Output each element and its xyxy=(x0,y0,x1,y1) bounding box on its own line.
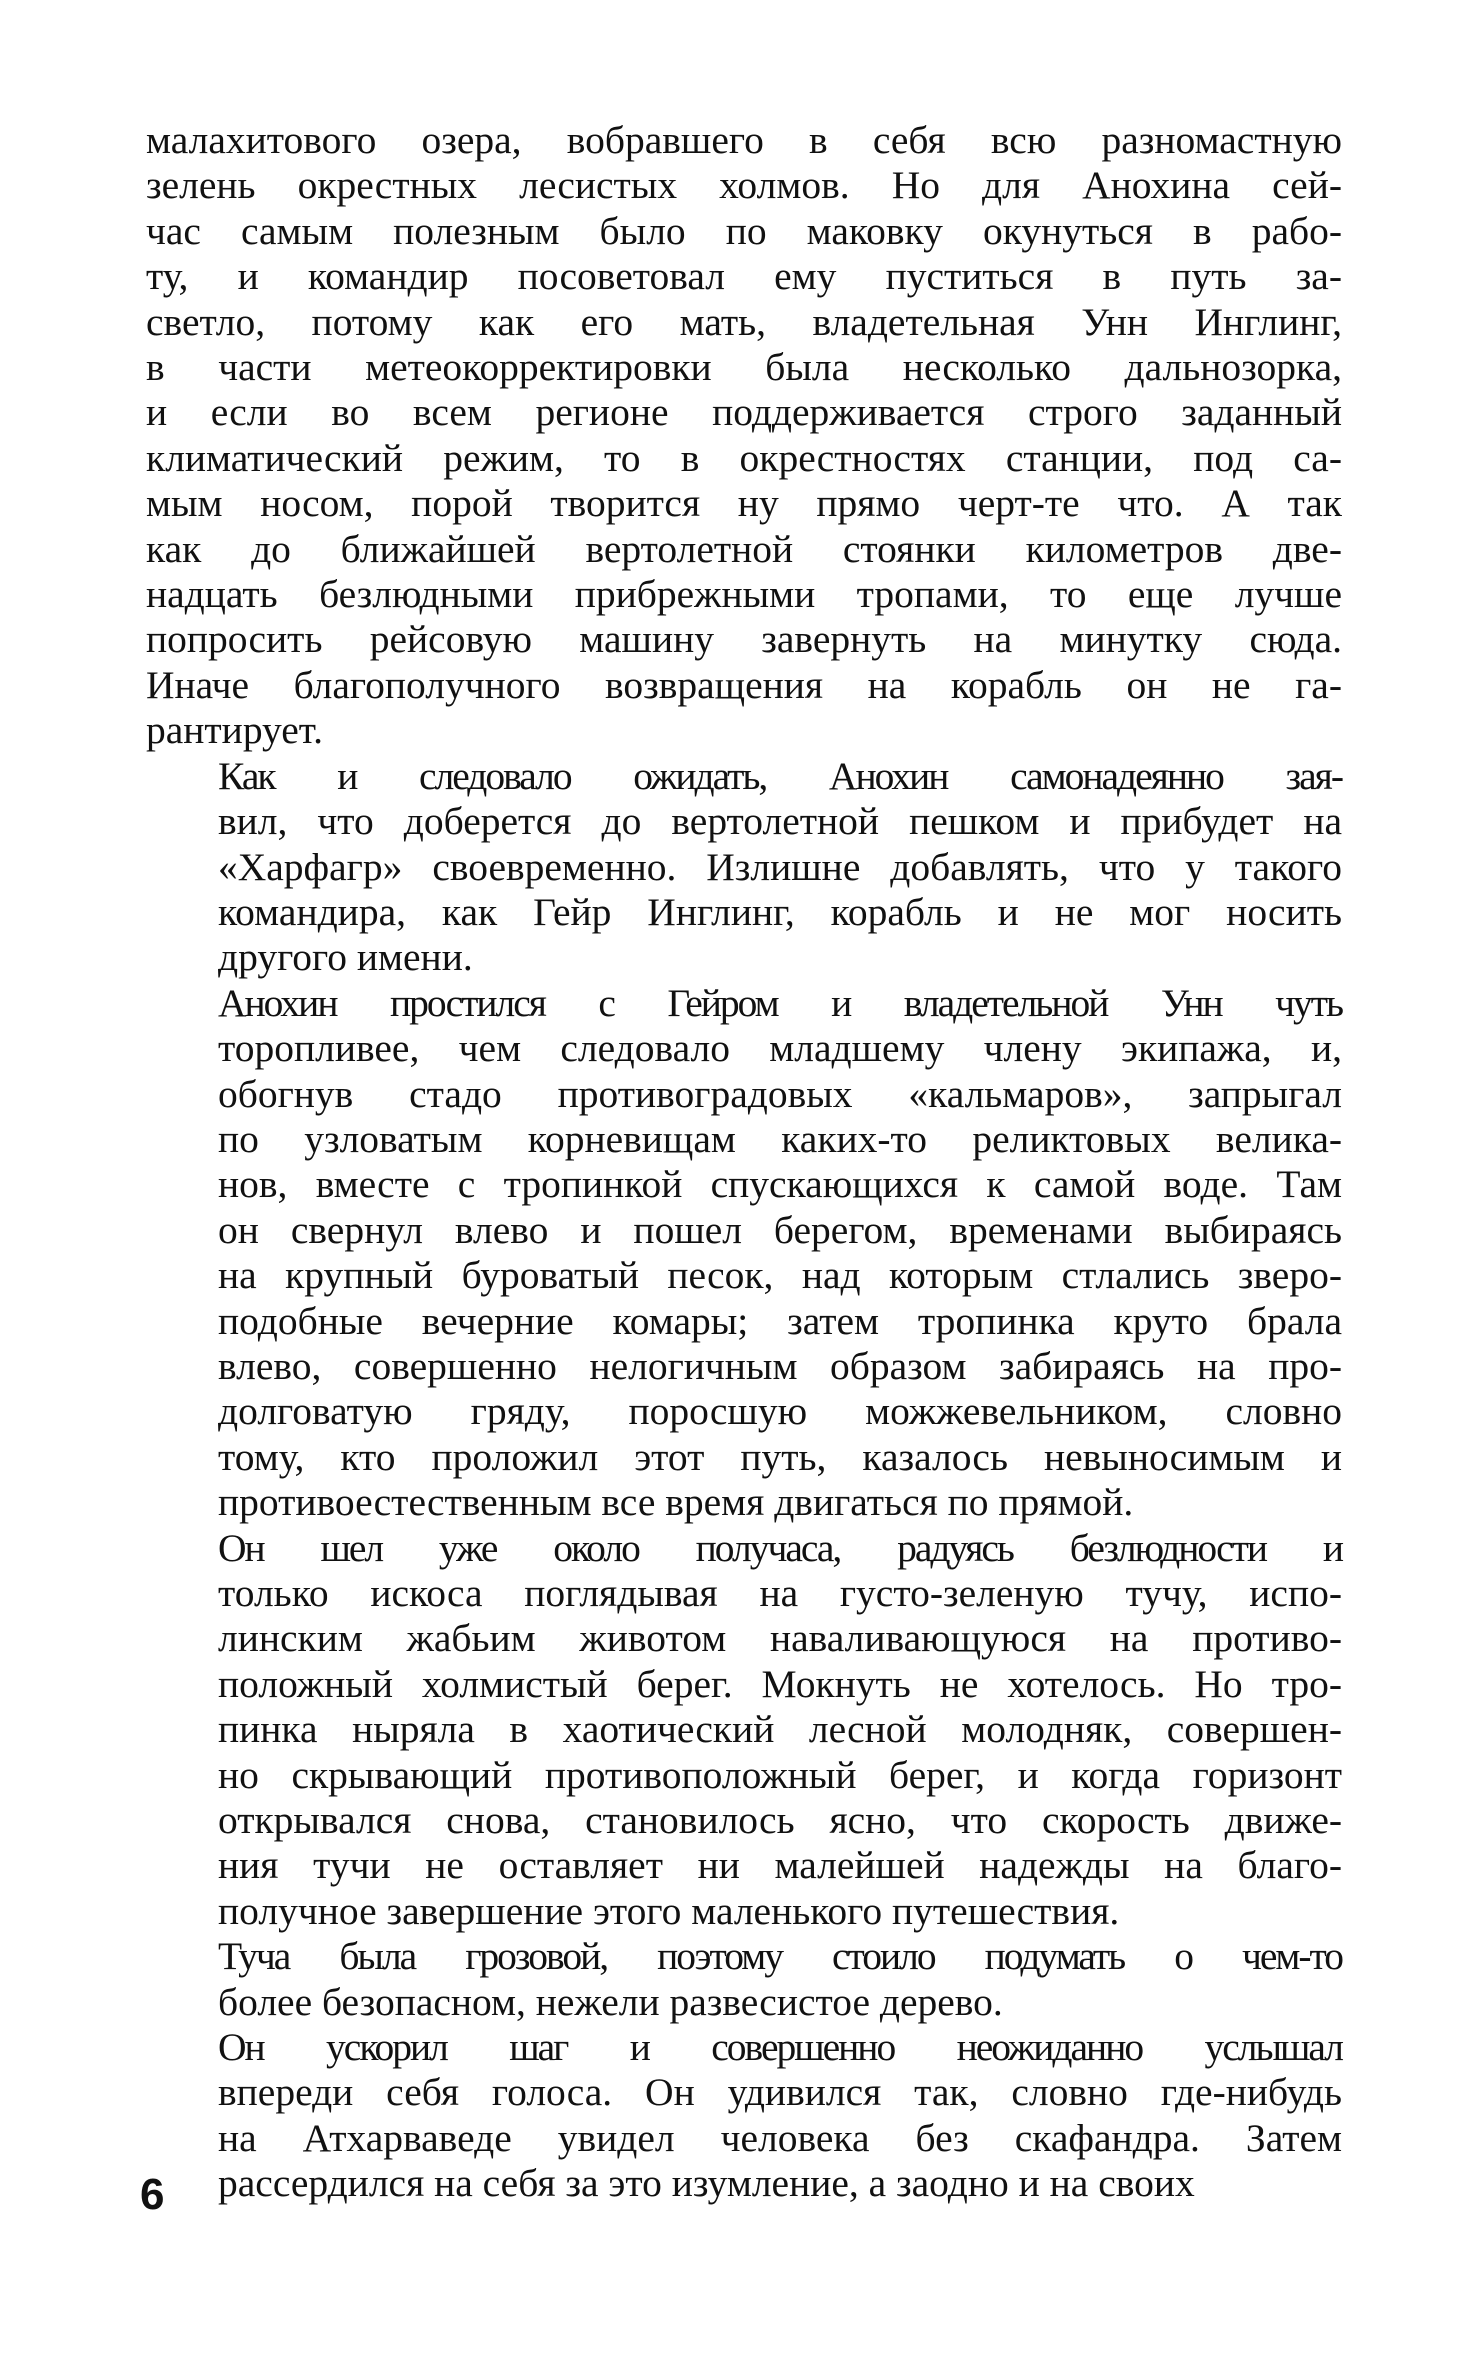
text-line: малахитового озера, вобравшего в себя всю разномастную xyxy=(146,118,1342,162)
text-line: долговатую гряду, поросшую можжевельником, словно xyxy=(218,1389,1342,1434)
text-line: в части метеокорректировки была несколько дальнозорка, xyxy=(146,345,1342,390)
text-line: получное завершение этого маленького путешествия. xyxy=(218,1888,1120,1933)
text-line: рассердился на себя за это изумление, а заодно и на своих xyxy=(218,2161,1195,2206)
text-line: только искоса поглядывая на густо-зеленую тучу, испо- xyxy=(218,1571,1342,1615)
text-line: мым носом, порой творится ну прямо черт-те что. А так xyxy=(146,481,1342,526)
text-line: надцать безлюдными прибрежными тропами, то еще лучше xyxy=(146,572,1342,617)
text-line: подобные вечерние комары; затем тропинка круто брала xyxy=(218,1298,1342,1343)
text-line: но скрывающий противоположный берег, и когда горизонт xyxy=(218,1752,1342,1797)
text-line: влево, совершенно нелогичным образом забираясь на про- xyxy=(218,1343,1342,1388)
text-line: попросить рейсовую машину завернуть на минутку сюда. xyxy=(146,617,1342,662)
text-line: и если во всем регионе поддерживается строго заданный xyxy=(146,390,1342,435)
paragraph xyxy=(146,2025,1342,2207)
text-line: на крупный буроватый песок, над которым стлались звеpо- xyxy=(218,1253,1342,1298)
text-line: пинка ныряла в хаотический лесной молодняк, совершен- xyxy=(218,1707,1342,1752)
text-line: светло, потому как его мать, владетельная Унн Инглинг, xyxy=(146,299,1342,344)
text-line: климатический режим, то в окрестностях станции, под са- xyxy=(146,435,1342,480)
text-line: Анохин простился с Гейром и владетельной Унн чуть xyxy=(218,980,1342,1025)
page-number: 6 xyxy=(140,2170,165,2219)
text-line: другого имени. xyxy=(218,935,473,980)
text-line: противоестественным все время двигаться по прямой. xyxy=(218,1480,1134,1525)
text-line: рантирует. xyxy=(146,708,323,753)
paragraph xyxy=(146,981,1342,1526)
paragraph xyxy=(146,1934,1342,2025)
text-line: положный холмистый берег. Мокнуть не хотелось. Но тро- xyxy=(218,1661,1342,1706)
text-line: Туча была грозовой, поэтому стоило подумать о чем-то xyxy=(218,1934,1342,1979)
text-line: зелень окрестных лесистых холмов. Но для Анохина сей- xyxy=(146,163,1342,208)
text-line: «Харфагр» своевременно. Излишне добавлять, что у такого xyxy=(218,844,1342,889)
text-line: более безопасном, нежели развесистое дерево. xyxy=(218,1979,1003,2024)
text-line: Он шел уже около получаса, радуясь безлюдности и xyxy=(218,1525,1342,1570)
text-line: Как и следовало ожидать, Анохин самонадеянно зая- xyxy=(218,753,1342,798)
text-line: ния тучи не оставляет ни малейшей надежды на благо- xyxy=(218,1843,1342,1888)
text-line: торопливее, чем следовало младшему члену экипажа, и, xyxy=(218,1026,1342,1071)
text-line: час самым полезным было по маковку окунуться в рабо- xyxy=(146,208,1342,253)
text-line: как до ближайшей вертолетной стоянки километров две- xyxy=(146,526,1342,571)
text-line: Он ускорил шаг и совершенно неожиданно услышал xyxy=(218,2025,1342,2070)
text-line: вил, что доберется до вертолетной пешком и прибудет на xyxy=(218,799,1342,844)
page-body xyxy=(146,118,1342,2207)
text-line: командира, как Гейр Инглинг, корабль и не мог носить xyxy=(218,889,1342,934)
paragraph xyxy=(146,118,1342,754)
text-line: он свернул влево и пошел берегом, временами выбираясь xyxy=(218,1207,1342,1252)
text-line: ту, и командир посоветовал ему пуститься в путь за- xyxy=(146,254,1342,299)
paragraph xyxy=(146,754,1342,981)
text-line: на Атхарваведе увидел человека без скафандра. Затем xyxy=(218,2115,1342,2160)
paragraph xyxy=(146,1526,1342,1935)
text-line: линским жабьим животом наваливающуюся на противо- xyxy=(218,1616,1342,1661)
text-line: Иначе благополучного возвращения на корабль он не га- xyxy=(146,662,1342,707)
text-line: нов, вместе с тропинкой спускающихся к самой воде. Там xyxy=(218,1162,1342,1207)
text-line: по узловатым корневищам каких-то реликтовых велика- xyxy=(218,1116,1342,1161)
text-line: обогнув стадо противоградовых «кальмаров», запрыгал xyxy=(218,1071,1342,1116)
text-line: тому, кто проложил этот путь, казалось невыносимым и xyxy=(218,1434,1342,1479)
text-line: открывался снова, становилось ясно, что скорость движе- xyxy=(218,1798,1342,1843)
text-line: впереди себя голоса. Он удивился так, словно где-нибудь xyxy=(218,2070,1342,2115)
